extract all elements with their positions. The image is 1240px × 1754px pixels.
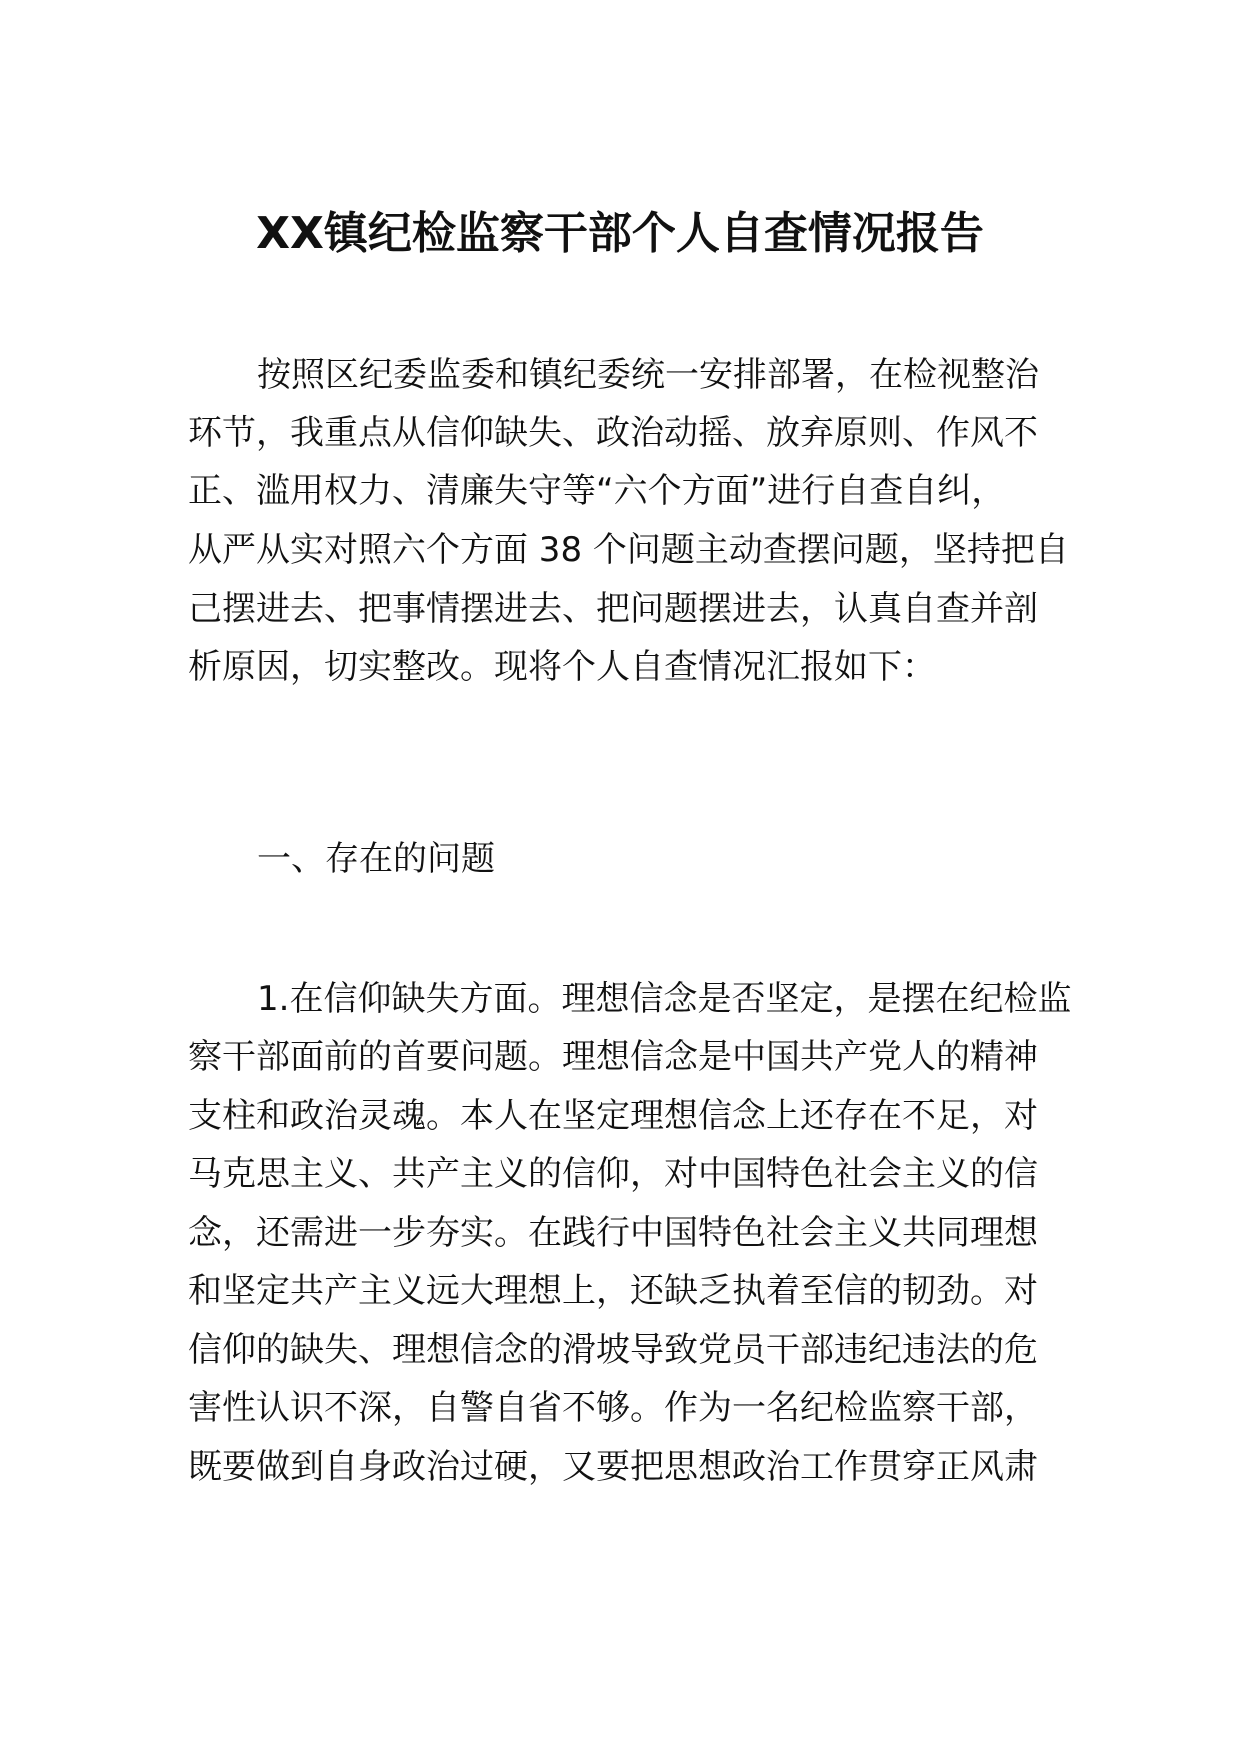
paragraph-line: 和坚定共产主义远大理想上，还缺乏执着至信的韧劲。对 — [188, 1271, 1038, 1311]
paragraph-line: 按照区纪委监委和镇纪委统一安排部署，在检视整治 — [257, 355, 1039, 395]
paragraph-line: 正、滥用权力、清廉失守等“六个方面”进行自查自纠， — [188, 471, 1006, 511]
paragraph-line: 马克思主义、共产主义的信仰，对中国特色社会主义的信 — [188, 1154, 1038, 1194]
paragraph-line: 析原因，切实整改。现将个人自查情况汇报如下： — [188, 647, 936, 687]
paragraph-line: 害性认识不深，自警自省不够。作为一名纪检监察干部， — [188, 1388, 1038, 1428]
paragraph-line: 既要做到自身政治过硬，又要把思想政治工作贯穿正风肃 — [188, 1447, 1038, 1487]
paragraph-line: 支柱和政治灵魂。本人在坚定理想信念上还存在不足，对 — [188, 1096, 1038, 1136]
paragraph-line: 念，还需进一步夯实。在践行中国特色社会主义共同理想 — [188, 1213, 1038, 1253]
page-title: XX镇纪检监察干部个人自查情况报告 — [256, 208, 984, 259]
paragraph-line: 1.在信仰缺失方面。理想信念是否坚定，是摆在纪检监 — [257, 979, 1072, 1019]
paragraph-line: 己摆进去、把事情摆进去、把问题摆进去，认真自查并剖 — [188, 589, 1038, 629]
section-heading-text: 一、存在的问题 — [257, 839, 495, 879]
paragraph-line: 环节，我重点从信仰缺失、政治动摇、放弃原则、作风不 — [188, 413, 1038, 453]
paragraph-line: 信仰的缺失、理想信念的滑坡导致党员干部违纪违法的危 — [188, 1330, 1038, 1370]
paragraph-line: 察干部面前的首要问题。理想信念是中国共产党人的精神 — [188, 1037, 1038, 1077]
paragraph-line: 从严从实对照六个方面 38 个问题主动查摆问题，坚持把自 — [188, 530, 1069, 570]
